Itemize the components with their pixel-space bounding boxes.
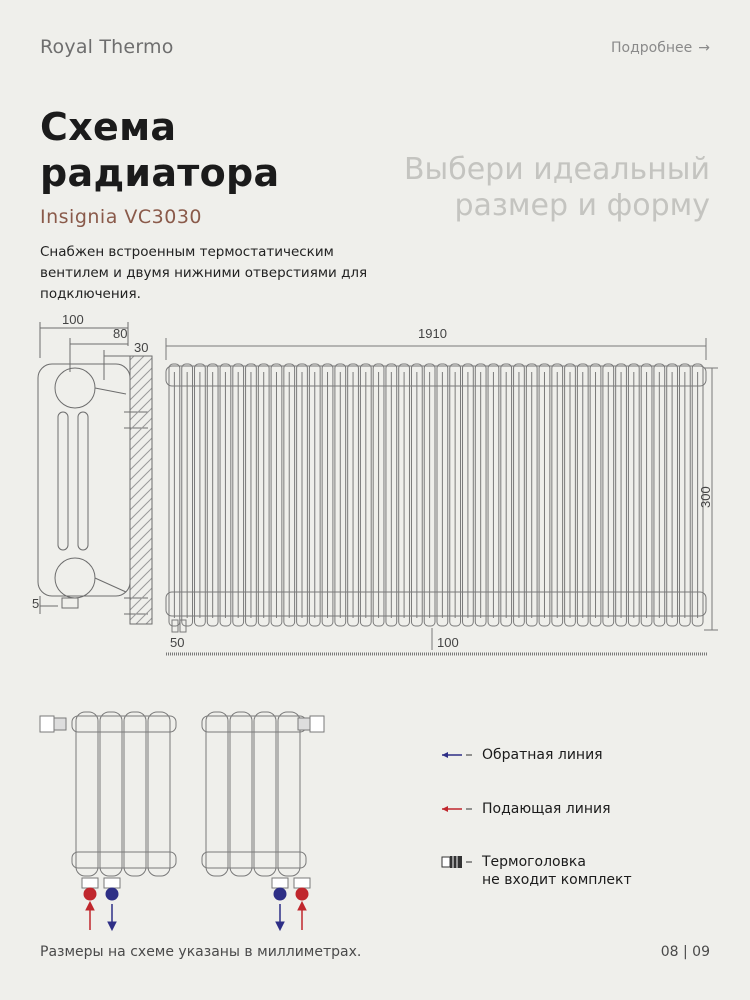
- valve: [82, 878, 98, 888]
- page-number: 08 | 09: [660, 944, 710, 960]
- page-title: Схема радиатора: [40, 105, 280, 195]
- dim-height: 300: [698, 486, 713, 508]
- dim-depth: 100: [62, 312, 84, 327]
- radiator-column: [76, 712, 98, 876]
- dim-pipe-spacing: 50: [170, 635, 185, 650]
- dim-gap: 80: [113, 326, 128, 341]
- legend-supply-label: Подающая линия: [482, 801, 611, 817]
- bottom-collector: [55, 558, 95, 598]
- radiator-sections: [166, 364, 706, 632]
- brand-logo: Royal Thermo: [40, 36, 174, 58]
- valve-knob: [84, 888, 96, 900]
- radiator-column: [206, 712, 228, 876]
- radiator-column: [124, 712, 146, 876]
- radiator-column: [148, 712, 170, 876]
- legend-thermo-label: Термоголовка: [482, 854, 586, 870]
- description: Снабжен встроенным термостатическим вентилем и двумя нижними отверстиями для подключения.: [40, 244, 368, 302]
- dim-length: 1910: [418, 326, 447, 341]
- thermo-head: [40, 716, 54, 732]
- valve-knob: [296, 888, 308, 900]
- footer-note: Размеры на схеме указаны в миллиметрах.: [40, 944, 362, 960]
- arrow-right-icon: →: [698, 40, 710, 56]
- valve-knob: [274, 888, 286, 900]
- thermo-head: [310, 716, 324, 732]
- slogan: Выбери идеальный размер и форму: [403, 152, 710, 223]
- dim-bracket: 30: [134, 340, 149, 355]
- legend-supply: [438, 800, 611, 818]
- legend-return: [438, 746, 603, 764]
- dim-floor-gap: 100: [437, 635, 459, 650]
- valve-knob: [106, 888, 118, 900]
- radiator-column: [230, 712, 252, 876]
- connection-diagram-left: [40, 712, 176, 930]
- more-link-label: Подробнее: [611, 40, 693, 56]
- radiator-column: [278, 712, 300, 876]
- radiator-side-body: [38, 364, 130, 596]
- thermo-head-icon: [438, 853, 476, 871]
- top-header: [166, 366, 706, 386]
- legend-thermo-note: не входит комплект: [482, 872, 632, 888]
- radiator-column: [254, 712, 276, 876]
- top-collector: [55, 368, 95, 408]
- legend-return-label: Обратная линия: [482, 747, 603, 763]
- radiator-column: [100, 712, 122, 876]
- dim-bottom-offset: 5: [32, 596, 40, 611]
- legend-thermo: [438, 853, 632, 889]
- bottom-header: [166, 592, 706, 616]
- connection-diagram-right: [202, 712, 324, 930]
- valve: [272, 878, 288, 888]
- supply-arrow-icon: [438, 800, 476, 818]
- valve: [104, 878, 120, 888]
- return-arrow-icon: [438, 746, 476, 764]
- wall-hatch: [130, 356, 152, 624]
- valve: [294, 878, 310, 888]
- model-name: Insignia VC3030: [40, 206, 203, 228]
